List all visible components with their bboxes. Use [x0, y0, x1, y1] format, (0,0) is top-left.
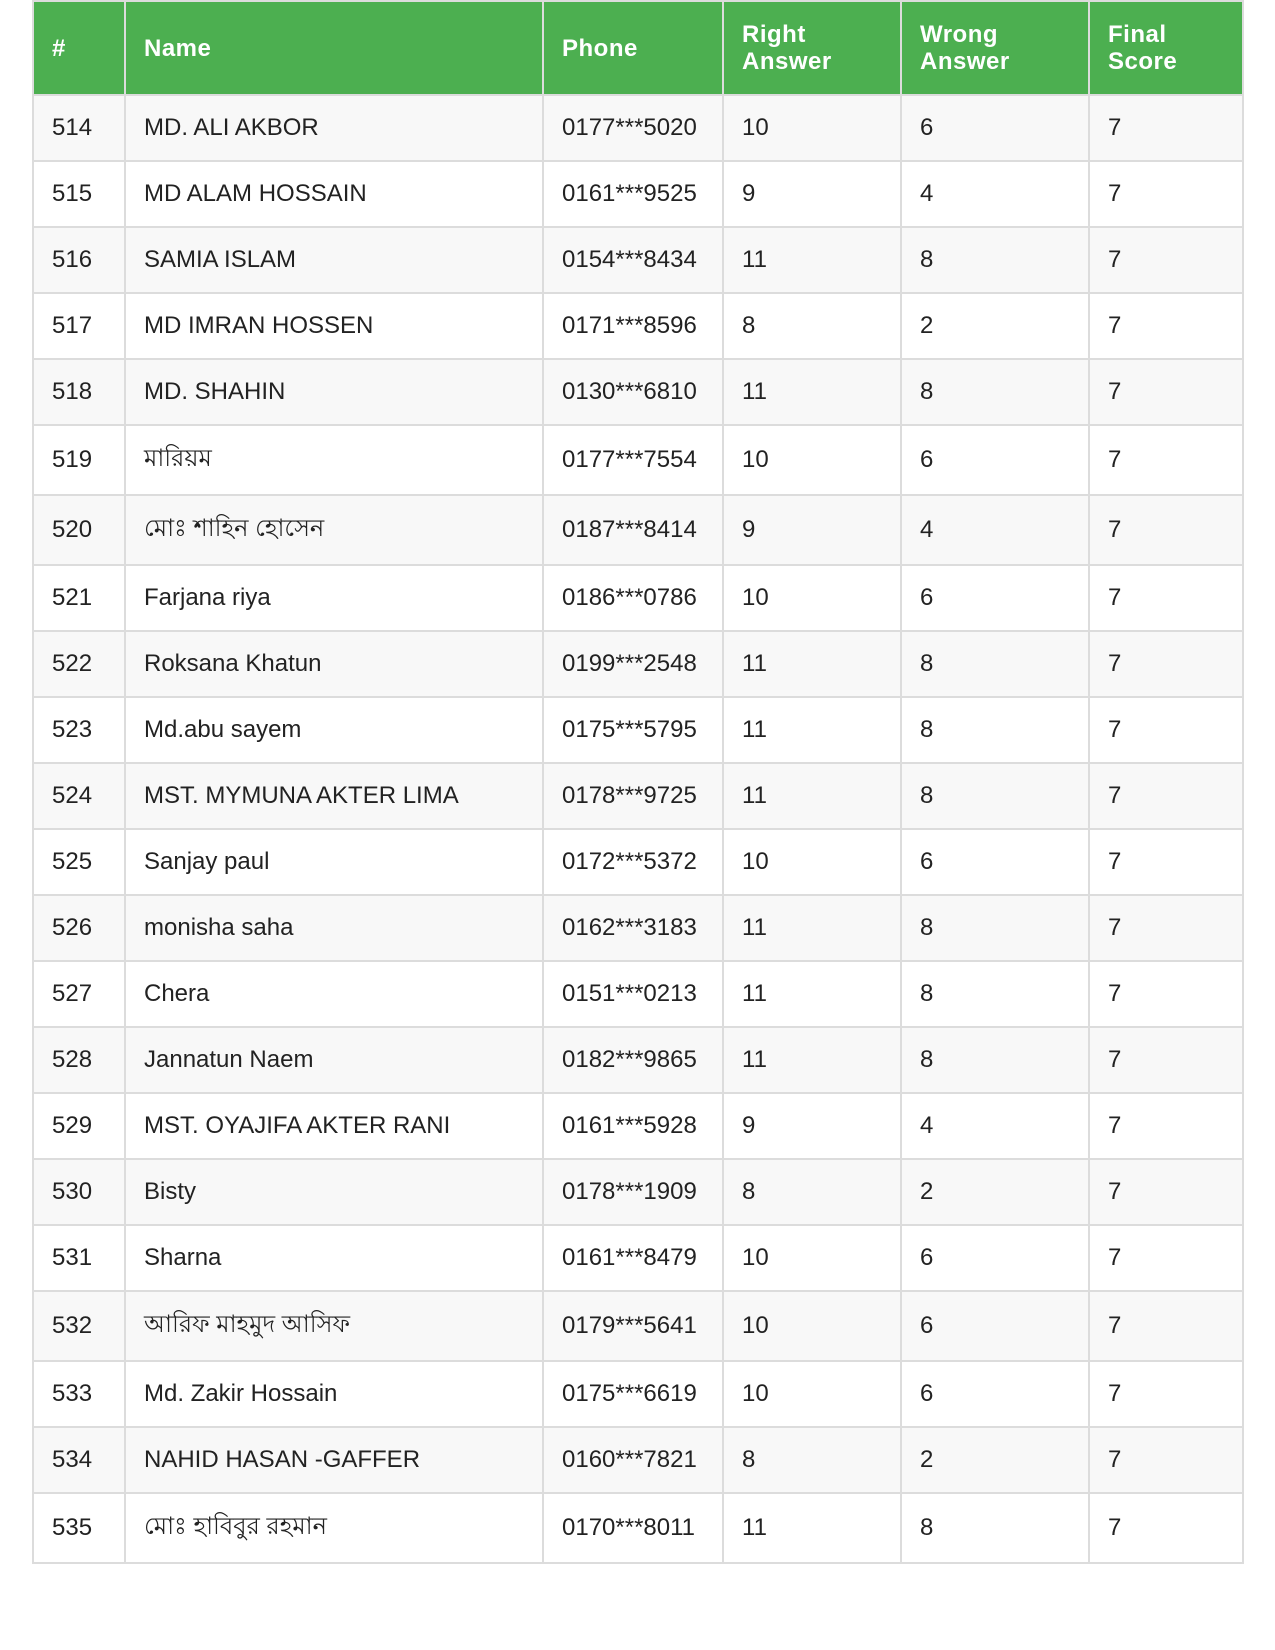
cell-name: আরিফ মাহমুদ আসিফ	[126, 1292, 544, 1362]
cell-final-score: 7	[1090, 698, 1244, 764]
cell-phone: 0161***5928	[544, 1094, 724, 1160]
cell-num: 524	[32, 764, 126, 830]
cell-name: Farjana riya	[126, 566, 544, 632]
cell-wrong-answer: 8	[902, 228, 1090, 294]
table-row	[32, 962, 1244, 1028]
cell-right-answer: 8	[724, 1160, 902, 1226]
cell-final-score: 7	[1090, 162, 1244, 228]
cell-num: 522	[32, 632, 126, 698]
cell-name: Jannatun Naem	[126, 1028, 544, 1094]
cell-name: Roksana Khatun	[126, 632, 544, 698]
cell-wrong-answer: 6	[902, 1226, 1090, 1292]
table-row	[32, 764, 1244, 830]
cell-right-answer: 10	[724, 96, 902, 162]
cell-name: SAMIA ISLAM	[126, 228, 544, 294]
cell-right-answer: 10	[724, 830, 902, 896]
cell-right-answer: 10	[724, 1362, 902, 1428]
cell-phone: 0177***5020	[544, 96, 724, 162]
cell-right-answer: 9	[724, 496, 902, 566]
table-row	[32, 228, 1244, 294]
cell-wrong-answer: 8	[902, 896, 1090, 962]
table-row	[32, 162, 1244, 228]
cell-right-answer: 11	[724, 228, 902, 294]
cell-phone: 0186***0786	[544, 566, 724, 632]
cell-phone: 0187***8414	[544, 496, 724, 566]
cell-final-score: 7	[1090, 1428, 1244, 1494]
cell-final-score: 7	[1090, 1226, 1244, 1292]
cell-right-answer: 11	[724, 896, 902, 962]
cell-final-score: 7	[1090, 962, 1244, 1028]
cell-num: 535	[32, 1494, 126, 1564]
cell-phone: 0154***8434	[544, 228, 724, 294]
cell-final-score: 7	[1090, 632, 1244, 698]
header-phone: Phone	[544, 0, 724, 96]
cell-right-answer: 10	[724, 1292, 902, 1362]
cell-name: Md. Zakir Hossain	[126, 1362, 544, 1428]
cell-num: 521	[32, 566, 126, 632]
table-row	[32, 1226, 1244, 1292]
cell-phone: 0151***0213	[544, 962, 724, 1028]
cell-right-answer: 11	[724, 1028, 902, 1094]
cell-name: MD. ALI AKBOR	[126, 96, 544, 162]
cell-name: মোঃ হাবিবুর রহমান	[126, 1494, 544, 1564]
table-row	[32, 566, 1244, 632]
table-row	[32, 96, 1244, 162]
table-body	[32, 96, 1244, 1564]
cell-wrong-answer: 8	[902, 698, 1090, 764]
table-row	[32, 1094, 1244, 1160]
cell-final-score: 7	[1090, 1362, 1244, 1428]
cell-right-answer: 10	[724, 1226, 902, 1292]
results-table	[32, 0, 1244, 1564]
table-header	[32, 0, 1244, 96]
cell-final-score: 7	[1090, 566, 1244, 632]
cell-phone: 0172***5372	[544, 830, 724, 896]
cell-name: MD. SHAHIN	[126, 360, 544, 426]
cell-num: 531	[32, 1226, 126, 1292]
header-wrong-answer: Wrong Answer	[902, 0, 1090, 96]
header-num: #	[32, 0, 126, 96]
cell-phone: 0178***1909	[544, 1160, 724, 1226]
cell-wrong-answer: 8	[902, 1028, 1090, 1094]
cell-wrong-answer: 6	[902, 1292, 1090, 1362]
table-row	[32, 1428, 1244, 1494]
cell-wrong-answer: 4	[902, 1094, 1090, 1160]
cell-wrong-answer: 8	[902, 632, 1090, 698]
cell-right-answer: 8	[724, 294, 902, 360]
cell-num: 533	[32, 1362, 126, 1428]
cell-final-score: 7	[1090, 294, 1244, 360]
cell-final-score: 7	[1090, 1494, 1244, 1564]
cell-phone: 0199***2548	[544, 632, 724, 698]
cell-wrong-answer: 8	[902, 764, 1090, 830]
cell-final-score: 7	[1090, 896, 1244, 962]
cell-right-answer: 11	[724, 962, 902, 1028]
cell-final-score: 7	[1090, 96, 1244, 162]
cell-name: MD ALAM HOSSAIN	[126, 162, 544, 228]
cell-name: Chera	[126, 962, 544, 1028]
table-row	[32, 360, 1244, 426]
cell-wrong-answer: 8	[902, 360, 1090, 426]
cell-wrong-answer: 2	[902, 1160, 1090, 1226]
cell-right-answer: 11	[724, 1494, 902, 1564]
table-row	[32, 632, 1244, 698]
cell-num: 520	[32, 496, 126, 566]
cell-name: MST. MYMUNA AKTER LIMA	[126, 764, 544, 830]
cell-wrong-answer: 6	[902, 426, 1090, 496]
cell-phone: 0170***8011	[544, 1494, 724, 1564]
cell-num: 534	[32, 1428, 126, 1494]
cell-wrong-answer: 2	[902, 294, 1090, 360]
cell-final-score: 7	[1090, 764, 1244, 830]
cell-name: Sharna	[126, 1226, 544, 1292]
cell-final-score: 7	[1090, 1292, 1244, 1362]
cell-wrong-answer: 6	[902, 1362, 1090, 1428]
cell-phone: 0160***7821	[544, 1428, 724, 1494]
table-row	[32, 896, 1244, 962]
cell-num: 525	[32, 830, 126, 896]
table-row	[32, 1292, 1244, 1362]
cell-name: monisha saha	[126, 896, 544, 962]
table-row	[32, 426, 1244, 496]
cell-num: 532	[32, 1292, 126, 1362]
cell-right-answer: 11	[724, 632, 902, 698]
cell-wrong-answer: 8	[902, 1494, 1090, 1564]
table-row	[32, 1028, 1244, 1094]
cell-right-answer: 8	[724, 1428, 902, 1494]
cell-phone: 0177***7554	[544, 426, 724, 496]
cell-phone: 0161***9525	[544, 162, 724, 228]
cell-final-score: 7	[1090, 1160, 1244, 1226]
cell-final-score: 7	[1090, 426, 1244, 496]
cell-num: 527	[32, 962, 126, 1028]
cell-name: মারিয়ম	[126, 426, 544, 496]
cell-name: Bisty	[126, 1160, 544, 1226]
cell-final-score: 7	[1090, 1094, 1244, 1160]
cell-right-answer: 9	[724, 162, 902, 228]
cell-num: 526	[32, 896, 126, 962]
cell-num: 517	[32, 294, 126, 360]
header-row	[32, 0, 1244, 96]
cell-right-answer: 11	[724, 698, 902, 764]
cell-phone: 0175***6619	[544, 1362, 724, 1428]
cell-num: 523	[32, 698, 126, 764]
cell-right-answer: 10	[724, 566, 902, 632]
cell-phone: 0161***8479	[544, 1226, 724, 1292]
cell-name: মোঃ শাহিন হোসেন	[126, 496, 544, 566]
table-row	[32, 496, 1244, 566]
cell-wrong-answer: 8	[902, 962, 1090, 1028]
cell-num: 528	[32, 1028, 126, 1094]
cell-num: 519	[32, 426, 126, 496]
cell-phone: 0130***6810	[544, 360, 724, 426]
table-row	[32, 294, 1244, 360]
cell-final-score: 7	[1090, 360, 1244, 426]
cell-name: Sanjay paul	[126, 830, 544, 896]
cell-wrong-answer: 4	[902, 162, 1090, 228]
cell-phone: 0179***5641	[544, 1292, 724, 1362]
cell-right-answer: 9	[724, 1094, 902, 1160]
table-row	[32, 1160, 1244, 1226]
table-row	[32, 698, 1244, 764]
cell-right-answer: 10	[724, 426, 902, 496]
cell-wrong-answer: 4	[902, 496, 1090, 566]
cell-wrong-answer: 2	[902, 1428, 1090, 1494]
table-row	[32, 830, 1244, 896]
cell-num: 529	[32, 1094, 126, 1160]
table-row	[32, 1362, 1244, 1428]
table-row	[32, 1494, 1244, 1564]
cell-name: MST. OYAJIFA AKTER RANI	[126, 1094, 544, 1160]
cell-num: 514	[32, 96, 126, 162]
cell-phone: 0171***8596	[544, 294, 724, 360]
cell-wrong-answer: 6	[902, 96, 1090, 162]
header-name: Name	[126, 0, 544, 96]
cell-phone: 0175***5795	[544, 698, 724, 764]
header-right-answer: Right Answer	[724, 0, 902, 96]
cell-right-answer: 11	[724, 360, 902, 426]
cell-num: 515	[32, 162, 126, 228]
cell-num: 518	[32, 360, 126, 426]
cell-wrong-answer: 6	[902, 830, 1090, 896]
cell-phone: 0182***9865	[544, 1028, 724, 1094]
cell-num: 530	[32, 1160, 126, 1226]
cell-final-score: 7	[1090, 496, 1244, 566]
cell-final-score: 7	[1090, 1028, 1244, 1094]
cell-final-score: 7	[1090, 830, 1244, 896]
cell-wrong-answer: 6	[902, 566, 1090, 632]
cell-name: Md.abu sayem	[126, 698, 544, 764]
cell-num: 516	[32, 228, 126, 294]
cell-right-answer: 11	[724, 764, 902, 830]
cell-final-score: 7	[1090, 228, 1244, 294]
cell-phone: 0178***9725	[544, 764, 724, 830]
cell-name: NAHID HASAN -GAFFER	[126, 1428, 544, 1494]
cell-name: MD IMRAN HOSSEN	[126, 294, 544, 360]
header-final-score: Final Score	[1090, 0, 1244, 96]
cell-phone: 0162***3183	[544, 896, 724, 962]
